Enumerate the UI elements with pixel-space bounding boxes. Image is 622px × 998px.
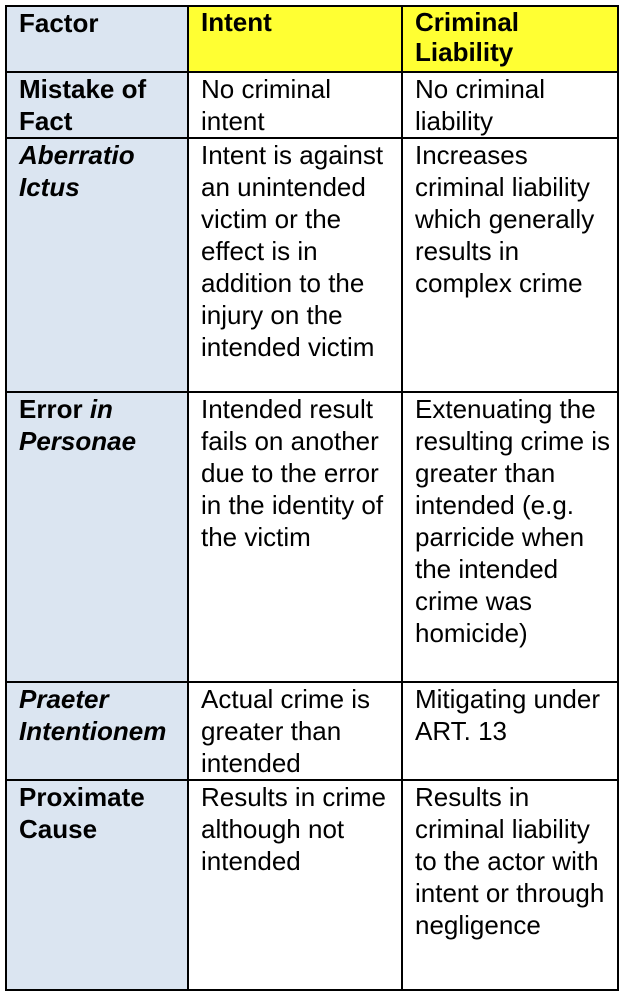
factor-name: Mistake of Fact — [19, 74, 147, 136]
liability-cell: Mitigating under ART. 13 — [402, 682, 618, 780]
liability-cell: No criminal liability — [402, 72, 618, 138]
header-factor: Factor — [6, 6, 188, 72]
factor-cell — [6, 682, 188, 780]
header-intent: Intent — [188, 6, 402, 72]
table-row — [6, 682, 618, 780]
factor-cell — [6, 392, 188, 682]
liability-cell: Increases criminal liability which generally results in complex crime — [402, 138, 618, 392]
factor-cell — [6, 780, 188, 990]
factor-name: Error — [19, 394, 83, 424]
liability-cell: Results in criminal liability to the actor with intent or through negligence — [402, 780, 618, 990]
factor-cell — [6, 138, 188, 392]
header-row — [6, 6, 618, 72]
header-criminal-liability: Criminal Liability — [402, 6, 618, 72]
table-row — [6, 138, 618, 392]
factor-name-italic: in Personae — [19, 394, 137, 456]
factors-table — [5, 5, 619, 991]
intent-cell: Intent is against an unintended victim or the effect is in addition to the injury on the intended victim — [188, 138, 402, 392]
factor-name-italic: Aberratio Ictus — [19, 140, 135, 202]
factor-name-italic: Praeter Intentionem — [19, 684, 167, 746]
table-row — [6, 72, 618, 138]
factor-cell — [6, 72, 188, 138]
intent-cell: No criminal intent — [188, 72, 402, 138]
table-row — [6, 392, 618, 682]
intent-cell: Intended result fails on another due to the error in the identity of the victim — [188, 392, 402, 682]
intent-cell: Actual crime is greater than intended — [188, 682, 402, 780]
factor-name: Proximate Cause — [19, 782, 145, 844]
liability-cell: Extenuating the resulting crime is greater than intended (e.g. parricide when the intended crime was homicide) — [402, 392, 618, 682]
table-row — [6, 780, 618, 990]
intent-cell: Results in crime although not intended — [188, 780, 402, 990]
